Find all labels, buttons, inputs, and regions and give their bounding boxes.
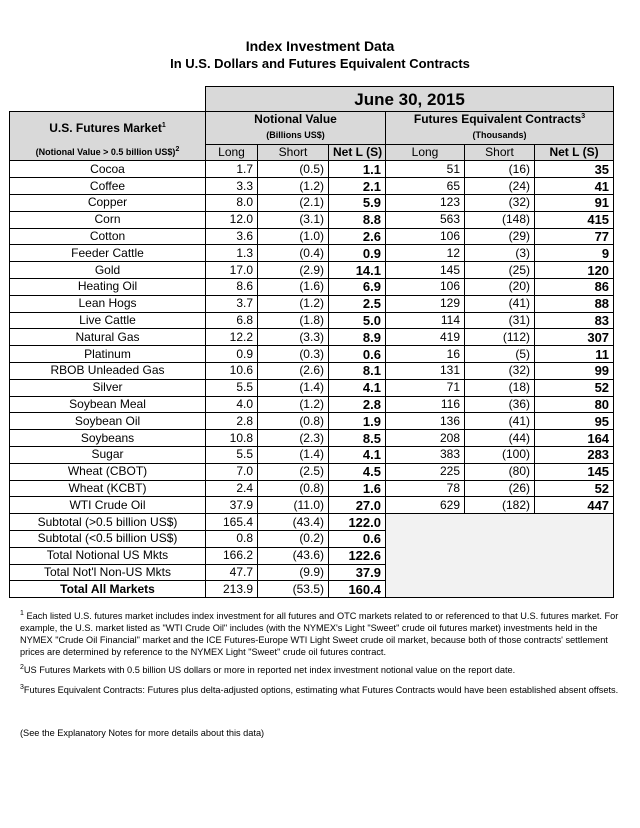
notional-short-cell: (2.5) xyxy=(258,463,329,480)
market-name-cell: Silver xyxy=(10,379,206,396)
col-futures-net: Net L (S) xyxy=(535,144,614,161)
notional-short-cell: (3.3) xyxy=(258,329,329,346)
futures-short-cell: (25) xyxy=(465,262,535,279)
futures-net-cell: 91 xyxy=(535,194,614,211)
total-notional-net-cell: 37.9 xyxy=(329,564,386,581)
futures-short-cell: (112) xyxy=(465,329,535,346)
futures-long-cell: 51 xyxy=(386,161,465,178)
notional-short-cell: (0.4) xyxy=(258,245,329,262)
col-notional-long: Long xyxy=(206,144,258,161)
notional-short-cell: (11.0) xyxy=(258,497,329,514)
corner-blank xyxy=(10,87,206,112)
notional-long-cell: 10.8 xyxy=(206,430,258,447)
total-notional-long-cell: 165.4 xyxy=(206,514,258,531)
notional-long-cell: 3.3 xyxy=(206,178,258,195)
notional-net-cell: 1.9 xyxy=(329,413,386,430)
market-name-cell: Copper xyxy=(10,194,206,211)
notional-short-cell: (1.2) xyxy=(258,178,329,195)
market-header: U.S. Futures Market$^1$ xyxy=(10,112,206,145)
market-name-cell: Wheat (KCBT) xyxy=(10,480,206,497)
futures-net-cell: 11 xyxy=(535,346,614,363)
total-notional-short-cell: (53.5) xyxy=(258,581,329,598)
table-row xyxy=(10,430,614,447)
futures-net-cell: 99 xyxy=(535,362,614,379)
market-name-cell: WTI Crude Oil xyxy=(10,497,206,514)
table-row xyxy=(10,329,614,346)
notional-short-cell: (0.8) xyxy=(258,413,329,430)
market-name-cell: Corn xyxy=(10,211,206,228)
futures-short-cell: (41) xyxy=(465,413,535,430)
notional-units: (Billions US$) xyxy=(206,128,386,144)
notional-long-cell: 2.8 xyxy=(206,413,258,430)
market-name-cell: Platinum xyxy=(10,346,206,363)
notional-short-cell: (1.6) xyxy=(258,278,329,295)
futures-net-cell: 164 xyxy=(535,430,614,447)
notional-net-cell: 6.9 xyxy=(329,278,386,295)
notional-long-cell: 8.6 xyxy=(206,278,258,295)
total-notional-short-cell: (43.6) xyxy=(258,547,329,564)
notional-value-header: Notional Value xyxy=(206,112,386,128)
notional-short-cell: (2.1) xyxy=(258,194,329,211)
notional-long-cell: 37.9 xyxy=(206,497,258,514)
market-name-cell: Soybean Meal xyxy=(10,396,206,413)
notional-net-cell: 1.1 xyxy=(329,161,386,178)
futures-net-cell: 307 xyxy=(535,329,614,346)
futures-totals-blank xyxy=(386,514,614,598)
market-name-cell: Heating Oil xyxy=(10,278,206,295)
market-name-cell: Live Cattle xyxy=(10,312,206,329)
notional-long-cell: 17.0 xyxy=(206,262,258,279)
futures-short-cell: (36) xyxy=(465,396,535,413)
notional-net-cell: 2.5 xyxy=(329,295,386,312)
total-notional-long-cell: 166.2 xyxy=(206,547,258,564)
market-name-cell: Soybeans xyxy=(10,430,206,447)
futures-long-cell: 563 xyxy=(386,211,465,228)
futures-long-cell: 129 xyxy=(386,295,465,312)
futures-net-cell: 52 xyxy=(535,480,614,497)
notional-short-cell: (0.5) xyxy=(258,161,329,178)
total-notional-long-cell: 0.8 xyxy=(206,530,258,547)
notional-net-cell: 4.5 xyxy=(329,463,386,480)
total-label-cell: Total Not'l Non-US Mkts xyxy=(10,564,206,581)
notional-long-cell: 5.5 xyxy=(206,446,258,463)
notional-short-cell: (2.3) xyxy=(258,430,329,447)
futures-long-cell: 225 xyxy=(386,463,465,480)
futures-net-cell: 415 xyxy=(535,211,614,228)
futures-long-cell: 106 xyxy=(386,228,465,245)
market-subheader: (Notional Value > 0.5 billion US$)$^2$ xyxy=(10,144,206,161)
notional-long-cell: 10.6 xyxy=(206,362,258,379)
col-futures-short: Short xyxy=(465,144,535,161)
col-futures-long: Long xyxy=(386,144,465,161)
total-notional-short-cell: (9.9) xyxy=(258,564,329,581)
notional-long-cell: 1.3 xyxy=(206,245,258,262)
col-notional-short: Short xyxy=(258,144,329,161)
table-row xyxy=(10,295,614,312)
total-notional-net-cell: 0.6 xyxy=(329,530,386,547)
futures-short-cell: (16) xyxy=(465,161,535,178)
explanatory-note: (See the Explanatory Notes for more details about this data) xyxy=(20,728,265,738)
notional-long-cell: 3.7 xyxy=(206,295,258,312)
notional-net-cell: 8.9 xyxy=(329,329,386,346)
page-title: Index Investment Data xyxy=(245,38,395,54)
total-notional-short-cell: (0.2) xyxy=(258,530,329,547)
table-row xyxy=(10,413,614,430)
futures-net-cell: 77 xyxy=(535,228,614,245)
notional-net-cell: 2.8 xyxy=(329,396,386,413)
notional-net-cell: 5.9 xyxy=(329,194,386,211)
futures-long-cell: 383 xyxy=(386,446,465,463)
table-row xyxy=(10,228,614,245)
futures-net-cell: 145 xyxy=(535,463,614,480)
footnote-2: $^2$US Futures Markets with 0.5 billion US dollars or more in reported net index investment notional value on the report date. xyxy=(20,663,516,675)
futures-net-cell: 120 xyxy=(535,262,614,279)
futures-long-cell: 123 xyxy=(386,194,465,211)
table-row xyxy=(10,379,614,396)
col-notional-net: Net L (S) xyxy=(329,144,386,161)
notional-net-cell: 0.9 xyxy=(329,245,386,262)
futures-net-cell: 447 xyxy=(535,497,614,514)
notional-short-cell: (2.9) xyxy=(258,262,329,279)
futures-units: (Thousands) xyxy=(386,128,614,144)
futures-long-cell: 65 xyxy=(386,178,465,195)
total-notional-long-cell: 213.9 xyxy=(206,581,258,598)
futures-short-cell: (26) xyxy=(465,480,535,497)
market-name-cell: Lean Hogs xyxy=(10,295,206,312)
notional-net-cell: 0.6 xyxy=(329,346,386,363)
futures-short-cell: (18) xyxy=(465,379,535,396)
notional-long-cell: 3.6 xyxy=(206,228,258,245)
futures-net-cell: 52 xyxy=(535,379,614,396)
notional-long-cell: 6.8 xyxy=(206,312,258,329)
futures-long-cell: 208 xyxy=(386,430,465,447)
footnote-3: $^3$Futures Equivalent Contracts: Futures plus delta-adjusted options, estimating what Futures Contracts would have been established absent offsets. xyxy=(20,683,619,695)
notional-net-cell: 4.1 xyxy=(329,379,386,396)
notional-net-cell: 14.1 xyxy=(329,262,386,279)
notional-net-cell: 8.8 xyxy=(329,211,386,228)
table-row xyxy=(10,346,614,363)
notional-long-cell: 1.7 xyxy=(206,161,258,178)
futures-short-cell: (32) xyxy=(465,194,535,211)
table-row xyxy=(10,194,614,211)
notional-short-cell: (1.2) xyxy=(258,396,329,413)
footnote-1: $^1$ Each listed U.S. futures market includes index investment for all futures and OTC markets related to or referenced to that U.S. futures market. For example, the U.S. market listed as "WTI Crude Oil" includes (with the NYMEX's Light "Sweet" crude oil futures market) investments held in the NYMEX "Crude Oil Financial" market and the ICE Futures-Europe WTI Light Sweet crude oil market, because both of those contracts' settlement prices are determined by reference to the NYMEX Light "Sweet" crude oil futures contract. xyxy=(20,609,619,657)
table-row xyxy=(10,446,614,463)
table-row xyxy=(10,161,614,178)
futures-equivalent-header: Futures Equivalent Contracts$^3$ xyxy=(386,112,614,128)
futures-net-cell: 41 xyxy=(535,178,614,195)
table-row xyxy=(10,463,614,480)
futures-net-cell: 86 xyxy=(535,278,614,295)
notional-net-cell: 8.5 xyxy=(329,430,386,447)
futures-long-cell: 114 xyxy=(386,312,465,329)
futures-short-cell: (80) xyxy=(465,463,535,480)
table-row xyxy=(10,211,614,228)
futures-long-cell: 419 xyxy=(386,329,465,346)
market-name-cell: Feeder Cattle xyxy=(10,245,206,262)
notional-short-cell: (3.1) xyxy=(258,211,329,228)
futures-net-cell: 83 xyxy=(535,312,614,329)
table-row xyxy=(10,278,614,295)
total-notional-net-cell: 122.0 xyxy=(329,514,386,531)
table-row xyxy=(10,312,614,329)
notional-net-cell: 5.0 xyxy=(329,312,386,329)
futures-short-cell: (24) xyxy=(465,178,535,195)
market-name-cell: Natural Gas xyxy=(10,329,206,346)
notional-short-cell: (0.3) xyxy=(258,346,329,363)
market-name-cell: Gold xyxy=(10,262,206,279)
futures-short-cell: (20) xyxy=(465,278,535,295)
notional-net-cell: 2.1 xyxy=(329,178,386,195)
futures-long-cell: 106 xyxy=(386,278,465,295)
market-name-cell: RBOB Unleaded Gas xyxy=(10,362,206,379)
total-row xyxy=(10,514,614,531)
futures-long-cell: 131 xyxy=(386,362,465,379)
notional-long-cell: 0.9 xyxy=(206,346,258,363)
notional-short-cell: (1.4) xyxy=(258,446,329,463)
futures-net-cell: 88 xyxy=(535,295,614,312)
futures-long-cell: 71 xyxy=(386,379,465,396)
notional-short-cell: (1.4) xyxy=(258,379,329,396)
market-name-cell: Coffee xyxy=(10,178,206,195)
notional-long-cell: 5.5 xyxy=(206,379,258,396)
notional-short-cell: (0.8) xyxy=(258,480,329,497)
notional-net-cell: 4.1 xyxy=(329,446,386,463)
table-row xyxy=(10,262,614,279)
notional-short-cell: (1.0) xyxy=(258,228,329,245)
futures-short-cell: (32) xyxy=(465,362,535,379)
table-row xyxy=(10,480,614,497)
market-name-cell: Wheat (CBOT) xyxy=(10,463,206,480)
page-subtitle: In U.S. Dollars and Futures Equivalent Contracts xyxy=(170,56,470,71)
futures-long-cell: 629 xyxy=(386,497,465,514)
notional-long-cell: 4.0 xyxy=(206,396,258,413)
market-name-cell: Soybean Oil xyxy=(10,413,206,430)
total-notional-net-cell: 160.4 xyxy=(329,581,386,598)
table-row xyxy=(10,178,614,195)
table-row xyxy=(10,245,614,262)
futures-net-cell: 283 xyxy=(535,446,614,463)
market-name-cell: Cotton xyxy=(10,228,206,245)
futures-net-cell: 95 xyxy=(535,413,614,430)
futures-long-cell: 145 xyxy=(386,262,465,279)
notional-short-cell: (1.2) xyxy=(258,295,329,312)
notional-long-cell: 2.4 xyxy=(206,480,258,497)
futures-long-cell: 12 xyxy=(386,245,465,262)
total-notional-long-cell: 47.7 xyxy=(206,564,258,581)
notional-short-cell: (2.6) xyxy=(258,362,329,379)
table-row xyxy=(10,362,614,379)
futures-short-cell: (100) xyxy=(465,446,535,463)
total-notional-short-cell: (43.4) xyxy=(258,514,329,531)
total-label-cell: Subtotal (<0.5 billion US$) xyxy=(10,530,206,547)
report-date: June 30, 2015 xyxy=(206,87,614,112)
futures-short-cell: (148) xyxy=(465,211,535,228)
futures-short-cell: (44) xyxy=(465,430,535,447)
futures-short-cell: (29) xyxy=(465,228,535,245)
futures-net-cell: 80 xyxy=(535,396,614,413)
notional-long-cell: 12.2 xyxy=(206,329,258,346)
notional-net-cell: 1.6 xyxy=(329,480,386,497)
futures-long-cell: 116 xyxy=(386,396,465,413)
table-row xyxy=(10,497,614,514)
futures-net-cell: 35 xyxy=(535,161,614,178)
futures-net-cell: 9 xyxy=(535,245,614,262)
notional-short-cell: (1.8) xyxy=(258,312,329,329)
futures-short-cell: (31) xyxy=(465,312,535,329)
futures-short-cell: (182) xyxy=(465,497,535,514)
table-row xyxy=(10,396,614,413)
notional-net-cell: 27.0 xyxy=(329,497,386,514)
total-label-cell: Subtotal (>0.5 billion US$) xyxy=(10,514,206,531)
futures-long-cell: 16 xyxy=(386,346,465,363)
total-label-cell: Total Notional US Mkts xyxy=(10,547,206,564)
futures-short-cell: (5) xyxy=(465,346,535,363)
market-name-cell: Sugar xyxy=(10,446,206,463)
futures-short-cell: (3) xyxy=(465,245,535,262)
index-investment-table xyxy=(9,86,614,598)
total-label-cell: Total All Markets xyxy=(10,581,206,598)
futures-long-cell: 136 xyxy=(386,413,465,430)
notional-long-cell: 12.0 xyxy=(206,211,258,228)
total-notional-net-cell: 122.6 xyxy=(329,547,386,564)
notional-long-cell: 8.0 xyxy=(206,194,258,211)
futures-short-cell: (41) xyxy=(465,295,535,312)
market-name-cell: Cocoa xyxy=(10,161,206,178)
notional-net-cell: 8.1 xyxy=(329,362,386,379)
notional-long-cell: 7.0 xyxy=(206,463,258,480)
notional-net-cell: 2.6 xyxy=(329,228,386,245)
futures-long-cell: 78 xyxy=(386,480,465,497)
